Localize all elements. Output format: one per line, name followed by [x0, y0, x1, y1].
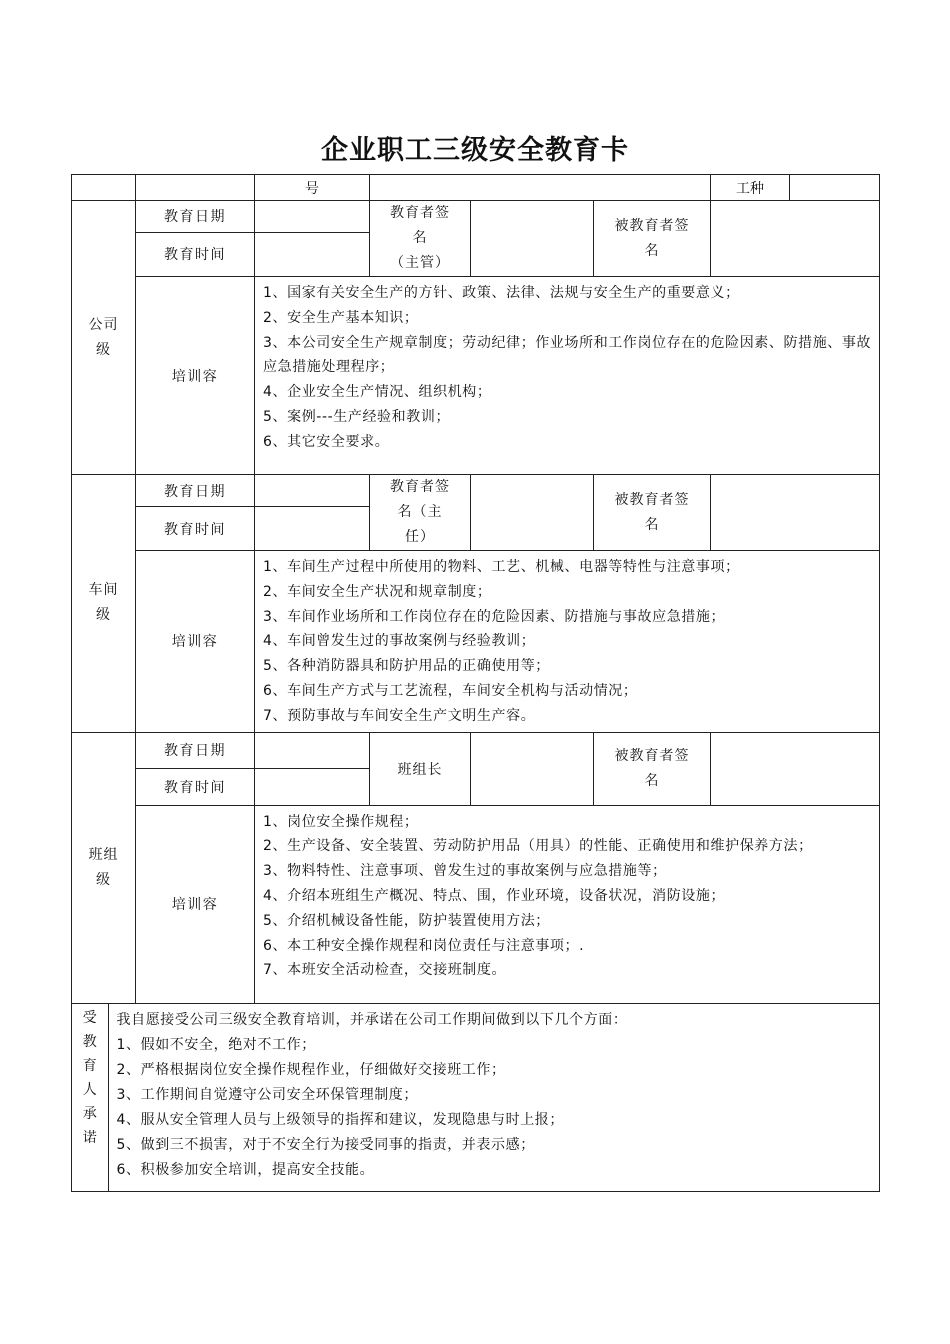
team-level-label: 班组 级: [72, 732, 136, 1003]
list-item: 7、本班安全活动检查，交接班制度。: [263, 962, 507, 979]
workshop-time-label: 教育时间: [136, 507, 255, 551]
workshop-date-label: 教育日期: [136, 475, 255, 507]
list-item: 4、服从安全管理人员与上级领导的指挥和建议，发现隐患与时上报；: [116, 1111, 565, 1128]
workshop-educatee-sign-label: 被教育者签 名: [594, 475, 711, 551]
job-type-label: 工种: [711, 175, 790, 201]
list-item: 1、假如不安全，绝对不工作；: [116, 1036, 316, 1053]
list-item: 6、车间生产方式与工艺流程，车间安全机构与活动情况；: [263, 682, 638, 699]
workshop-level-label: 车间 级: [72, 475, 136, 733]
workshop-educatee-sign-value[interactable]: [711, 475, 880, 551]
list-item: 1、国家有关安全生产的方针、政策、法律、法规与安全生产的重要意义；: [263, 285, 740, 301]
pledge-intro: 我自愿接受公司三级安全教育培训，并承诺在公司工作期间做到以下几个方面：: [116, 1011, 628, 1028]
team-educatee-sign-label: 被教育者签 名: [594, 732, 711, 805]
list-item: 1、岗位安全操作规程；: [263, 813, 419, 830]
company-time-label: 教育时间: [136, 232, 255, 276]
team-time-label: 教育时间: [136, 768, 255, 805]
list-item: 2、安全生产基本知识；: [263, 309, 419, 326]
company-time-value[interactable]: [255, 232, 370, 276]
list-item: 4、介绍本班组生产概况、特点、围，作业环境，设备状况，消防设施；: [263, 887, 726, 904]
company-educator-sign-label: 教育者签 名 （主管）: [370, 201, 471, 277]
workshop-training-label: 培训容: [136, 551, 255, 733]
job-type-value-cell[interactable]: [790, 175, 880, 201]
list-item: 2、生产设备、安全装置、劳动防护用品（用具）的性能、正确使用和维护保养方法；: [263, 838, 813, 855]
team-training-content: [255, 805, 880, 1003]
name-label-cell: [72, 175, 136, 201]
number-value-cell[interactable]: [370, 175, 711, 201]
team-training-label: 培训容: [136, 805, 255, 1003]
company-date-value[interactable]: [255, 201, 370, 233]
team-date-value[interactable]: [255, 732, 370, 768]
list-item: 7、预防事故与车间安全生产文明生产容。: [263, 707, 536, 724]
company-educatee-sign-value[interactable]: [711, 201, 880, 277]
company-training-content: [255, 277, 880, 475]
list-item: 6、本工种安全操作规程和岗位责任与注意事项；.: [263, 937, 585, 954]
list-item: 5、各种消防器具和防护用品的正确使用等；: [263, 658, 550, 675]
list-item: 1、车间生产过程中所使用的物料、工艺、机械、电器等特性与注意事项；: [263, 559, 740, 575]
company-level-label: 公司 级: [72, 201, 136, 475]
list-item: 3、本公司安全生产规章制度；劳动纪律；作业场所和工作岗位存在的危险因素、防措施、事故应急措施处理程序；: [263, 334, 872, 376]
list-item: 6、其它安全要求。: [263, 433, 390, 450]
education-card-table: [71, 174, 880, 1192]
company-training-label: 培训容: [136, 277, 255, 475]
workshop-date-value[interactable]: [255, 475, 370, 507]
workshop-time-value[interactable]: [255, 507, 370, 551]
list-item: 6、积极参加安全培训，提高安全技能。: [116, 1161, 375, 1178]
page-title: 企业职工三级安全教育卡: [321, 135, 629, 166]
list-item: 2、车间安全生产状况和规章制度；: [263, 583, 492, 600]
list-item: 5、做到三不损害，对于不安全行为接受同事的指责，并表示感；: [116, 1136, 535, 1153]
list-item: 3、物料特性、注意事项、曾发生过的事故案例与应急措施等；: [263, 863, 667, 880]
pledge-label: 受 教 育 人 承 诺: [72, 1004, 108, 1191]
team-date-label: 教育日期: [136, 732, 255, 768]
team-time-value[interactable]: [255, 768, 370, 805]
workshop-educator-sign-value[interactable]: [471, 475, 594, 551]
company-educatee-sign-label: 被教育者签 名: [594, 201, 711, 277]
company-date-label: 教育日期: [136, 201, 255, 233]
team-educatee-sign-value[interactable]: [711, 732, 880, 805]
pledge-content: [108, 1004, 879, 1191]
number-label: 号: [255, 175, 370, 201]
pledge-table: [72, 1004, 879, 1191]
team-leader-value[interactable]: [471, 732, 594, 805]
list-item: 2、严格根据岗位安全操作规程作业，仔细做好交接班工作；: [116, 1061, 506, 1078]
name-value-cell[interactable]: [136, 175, 255, 201]
workshop-training-content: [255, 551, 880, 733]
team-leader-label: 班组长: [370, 732, 471, 805]
list-item: 5、介绍机械设备性能，防护装置使用方法；: [263, 912, 550, 929]
company-educator-sign-value[interactable]: [471, 201, 594, 277]
list-item: 3、工作期间自觉遵守公司安全环保管理制度；: [116, 1086, 419, 1103]
workshop-educator-sign-label: 教育者签 名（主 任）: [370, 475, 471, 551]
list-item: 4、企业安全生产情况、组织机构；: [263, 384, 492, 401]
list-item: 5、案例---生产经验和教训；: [263, 408, 451, 425]
list-item: 3、车间作业场所和工作岗位存在的危险因素、防措施与事故应急措施；: [263, 608, 726, 625]
list-item: 4、车间曾发生过的事故案例与经验教训；: [263, 633, 536, 650]
